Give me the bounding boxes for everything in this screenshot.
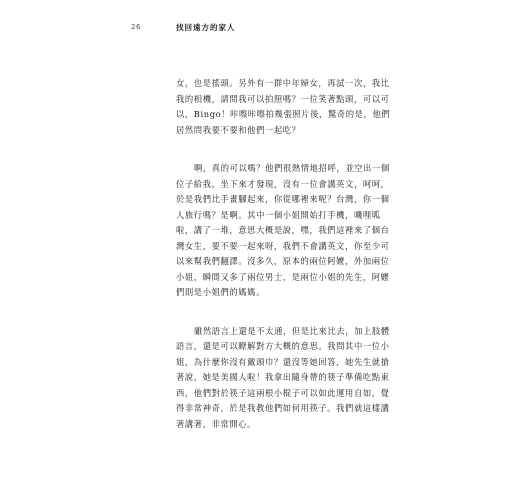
paragraph: 啊，真的可以嗎？他們很熱情地招呼，並空出一個 位子給我。坐下來才發現，沒有一位會講英文，呵呵， 於是我們比手畫腳起來，你從哪裡來呢？台灣，你一個 人旅行嗎？是啊。其中一個小姐開始打手機，嘰哩呱 啦，講了一堆，意思大概是說，嘿，我們這裡來了個台 灣女生，要不要一起來呀，我們不會講英文，你至少可 以來幫我們翻譯。沒多久，原本的兩位阿嬤，外加兩位 小姐，瞬間又多了兩位男士，是兩位小姐的先生，阿嬤 們則是小姐們的媽媽。 xyxy=(176,163,390,297)
paragraph-continued: 女，也是搖頭。另外有一群中年婦女，再試一次，我比 我的相機，請問我可以拍照嗎？一位笑著點頭，可以可 以，Bingo！咔嚓咔嚓拍幾張照片後，驚奇的是，他們 居然問我要不要和他們一起吃？ xyxy=(176,78,391,135)
body-text xyxy=(176,76,392,432)
paragraph-gap xyxy=(176,301,392,324)
paragraph: 雖然語言上還是不太通，但是比來比去，加上肢體 語言，還是可以瞭解對方大概的意思。我問其中一位小 姐，為什麼你沒有戴頭巾？還沒等她回答，她先生就搶 著說，她是美國人啦！我拿出隨身帶的筷子準備吃點東 西，他們對於筷子這兩根小棍子可以如此運用自如，覺 得非常神奇，於是我教他們如何用筷子。我們就這樣講 著講著，非常開心。 xyxy=(176,325,390,429)
running-title: 找回遠方的家人 xyxy=(176,23,236,32)
paragraph-gap xyxy=(176,138,392,161)
page-number: 26 xyxy=(131,23,141,31)
page-header xyxy=(0,23,520,37)
